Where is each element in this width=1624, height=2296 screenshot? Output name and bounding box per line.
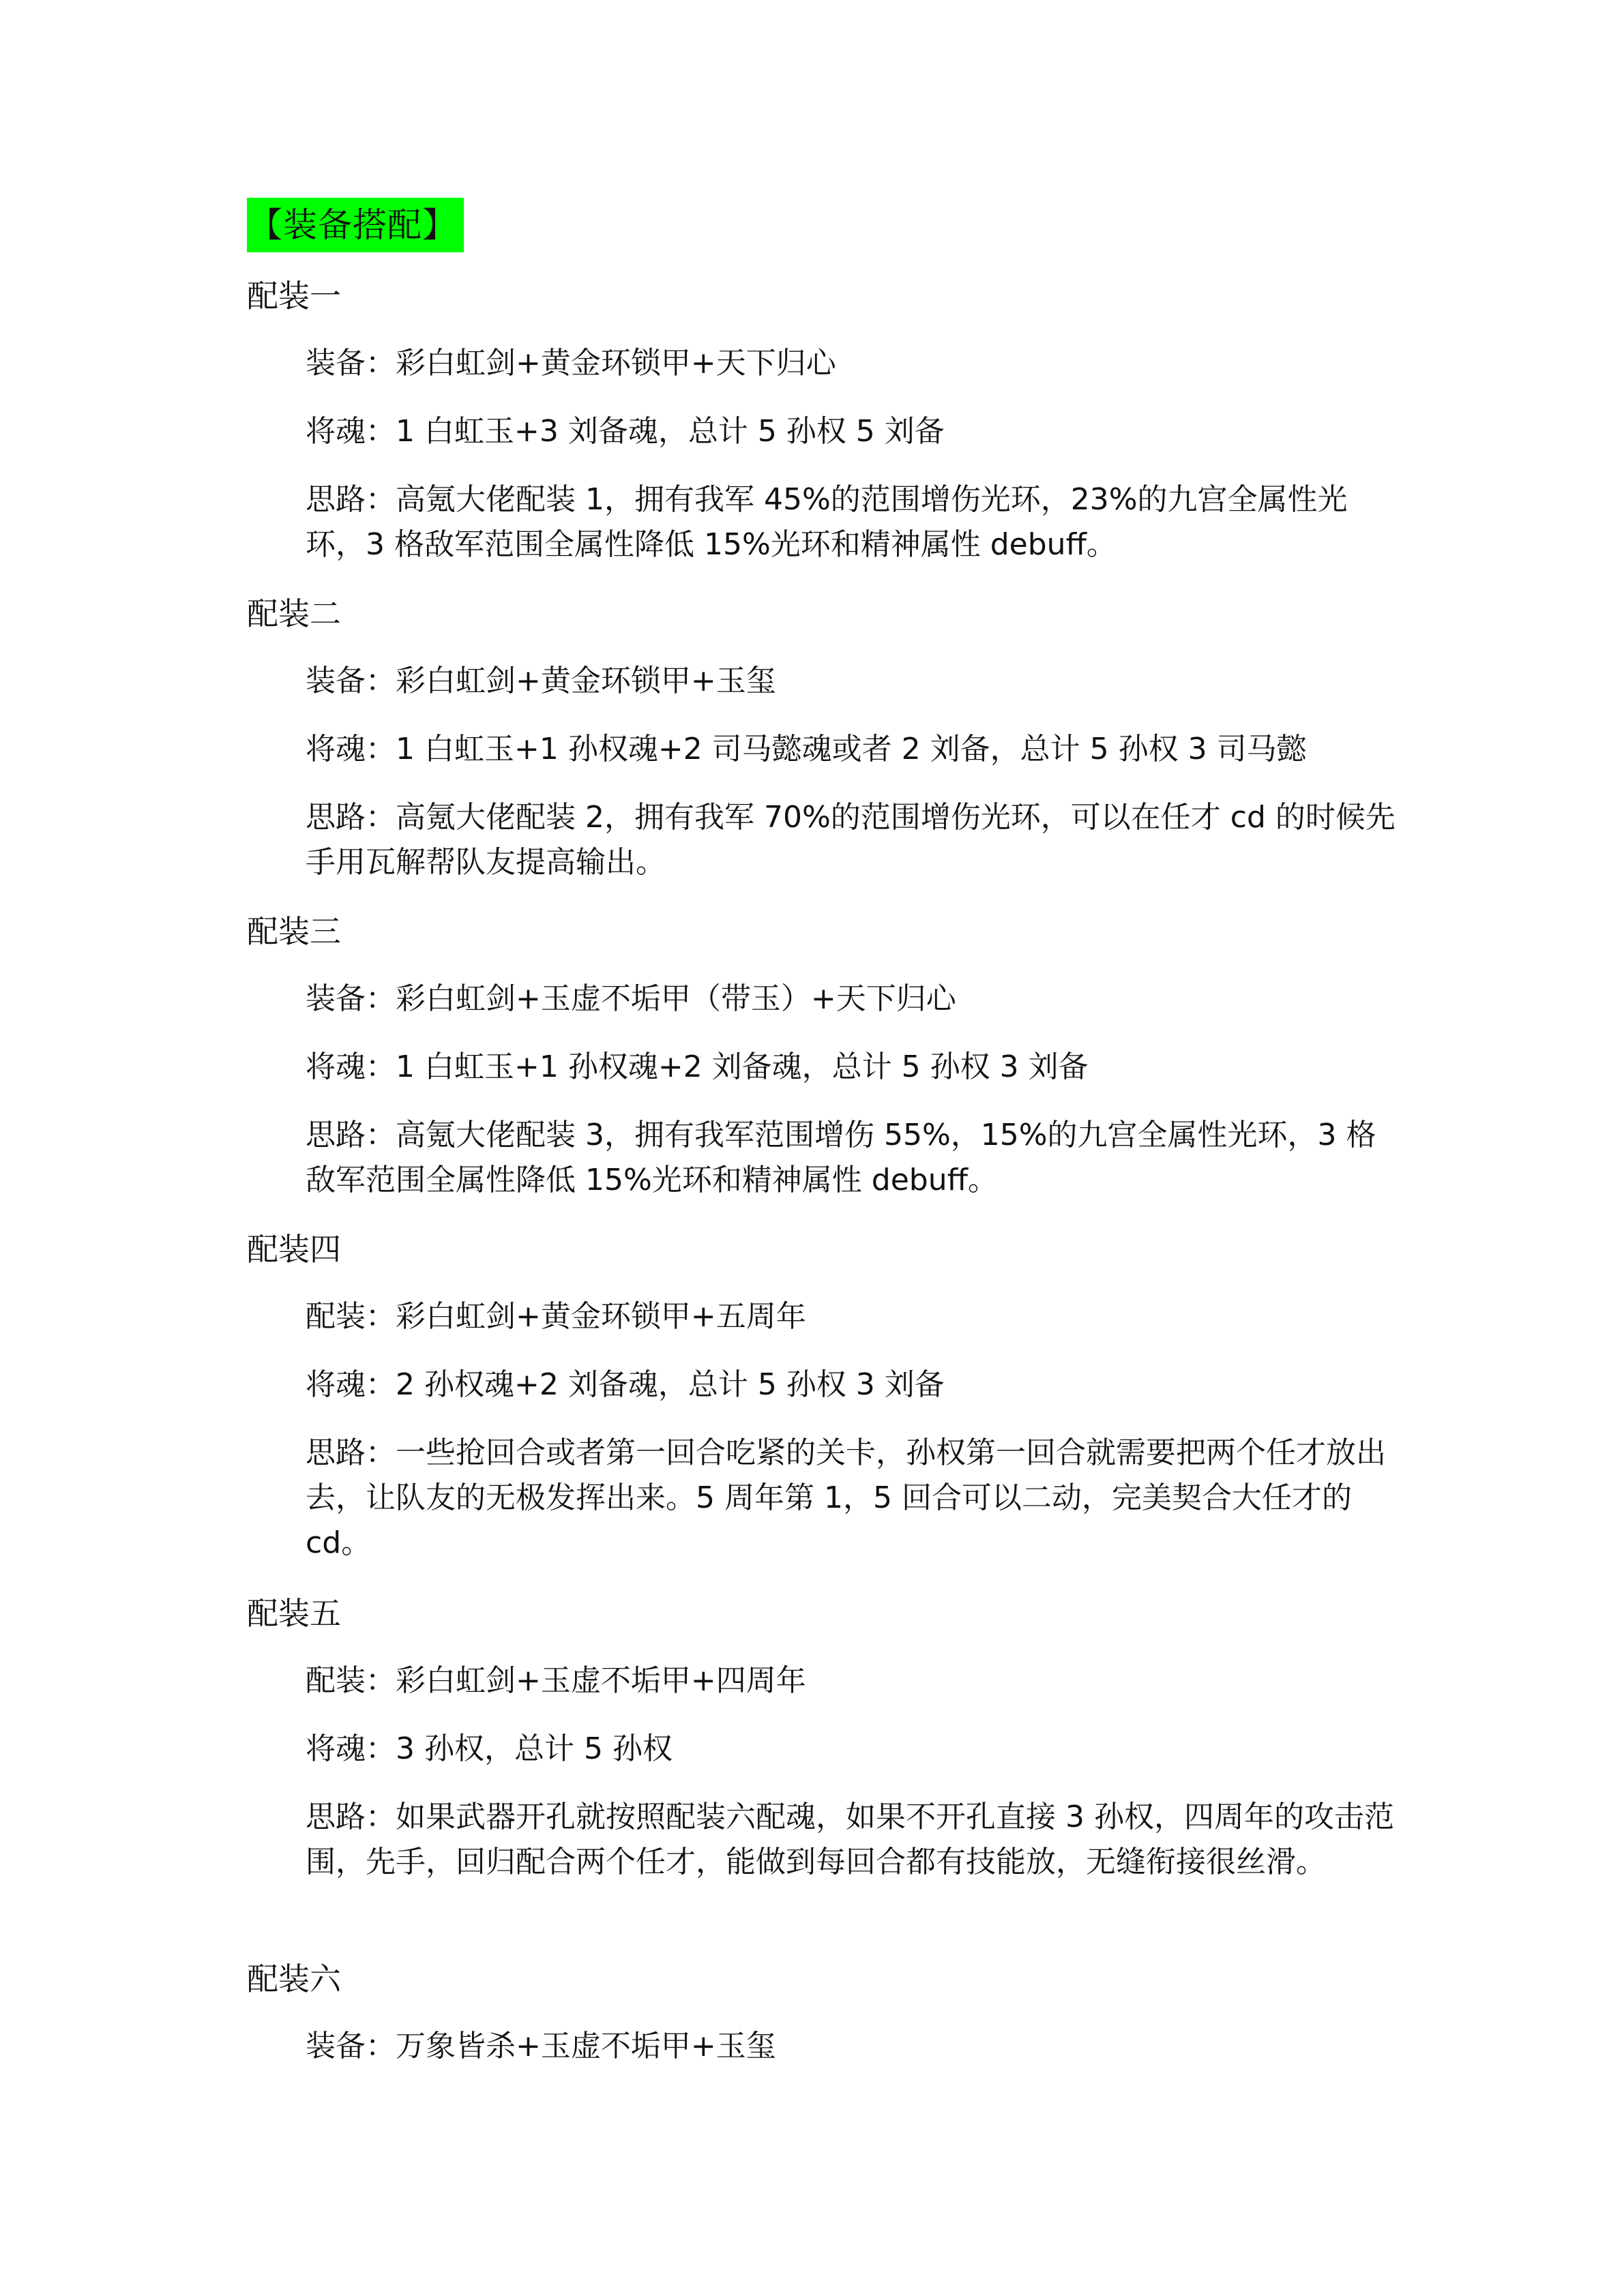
section-6-equipment: 装备：万象皆杀+玉虚不垢甲+玉玺 [306, 2029, 776, 2063]
section-3-notes: 思路：高氪大佬配装 3，拥有我军范围增伤 55%，15%的九宫全属性光环，3 格敌军范围全属性降低 15%光环和精神属性 debuff。 [306, 1118, 1376, 1197]
section-4-souls: 将魂：2 孙权魂+2 刘备魂，总计 5 孙权 3 刘备 [306, 1367, 945, 1402]
section-5-equipment: 配装：彩白虹剑+玉虚不垢甲+四周年 [306, 1663, 806, 1698]
section-1-souls: 将魂：1 白虹玉+3 刘备魂，总计 5 孙权 5 刘备 [306, 414, 945, 449]
section-title-3: 配装三 [247, 913, 341, 950]
section-3-souls: 将魂：1 白虹玉+1 孙权魂+2 刘备魂，总计 5 孙权 3 刘备 [306, 1049, 1089, 1084]
section-3-equipment: 装备：彩白虹剑+玉虚不垢甲（带玉）+天下归心 [306, 981, 956, 1016]
section-2-notes: 思路：高氪大佬配装 2，拥有我军 70%的范围增伤光环，可以在任才 cd 的时候先手用瓦解帮队友提高输出。 [306, 800, 1396, 880]
section-4-equipment: 配装：彩白虹剑+黄金环锁甲+五周年 [306, 1299, 806, 1334]
section-1-equipment: 装备：彩白虹剑+黄金环锁甲+天下归心 [306, 346, 836, 381]
section-5-notes: 思路：如果武器开孔就按照配装六配魂，如果不开孔直接 3 孙权，四周年的攻击范围，先手，回归配合两个任才，能做到每回合都有技能放，无缝衔接很丝滑。 [306, 1800, 1394, 1879]
page-heading: 【装备搭配】 [247, 198, 464, 252]
section-title-1: 配装一 [247, 278, 341, 314]
section-2-souls: 将魂：1 白虹玉+1 孙权魂+2 司马懿魂或者 2 刘备，总计 5 孙权 3 司马懿 [306, 732, 1307, 766]
section-title-6: 配装六 [247, 1960, 341, 1997]
section-title-4: 配装四 [247, 1231, 341, 1268]
section-title-5: 配装五 [247, 1595, 341, 1632]
section-1-notes: 思路：高氪大佬配装 1，拥有我军 45%的范围增伤光环，23%的九宫全属性光环，3 格敌军范围全属性降低 15%光环和精神属性 debuff。 [306, 482, 1348, 562]
section-title-2: 配装二 [247, 595, 341, 632]
section-4-notes: 思路：一些抢回合或者第一回合吃紧的关卡，孙权第一回合就需要把两个任才放出去，让队友的无极发挥出来。5 周年第 1，5 回合可以二动，完美契合大任才的 cd。 [306, 1435, 1386, 1560]
section-2-equipment: 装备：彩白虹剑+黄金环锁甲+玉玺 [306, 664, 776, 698]
section-5-souls: 将魂：3 孙权，总计 5 孙权 [306, 1731, 673, 1766]
